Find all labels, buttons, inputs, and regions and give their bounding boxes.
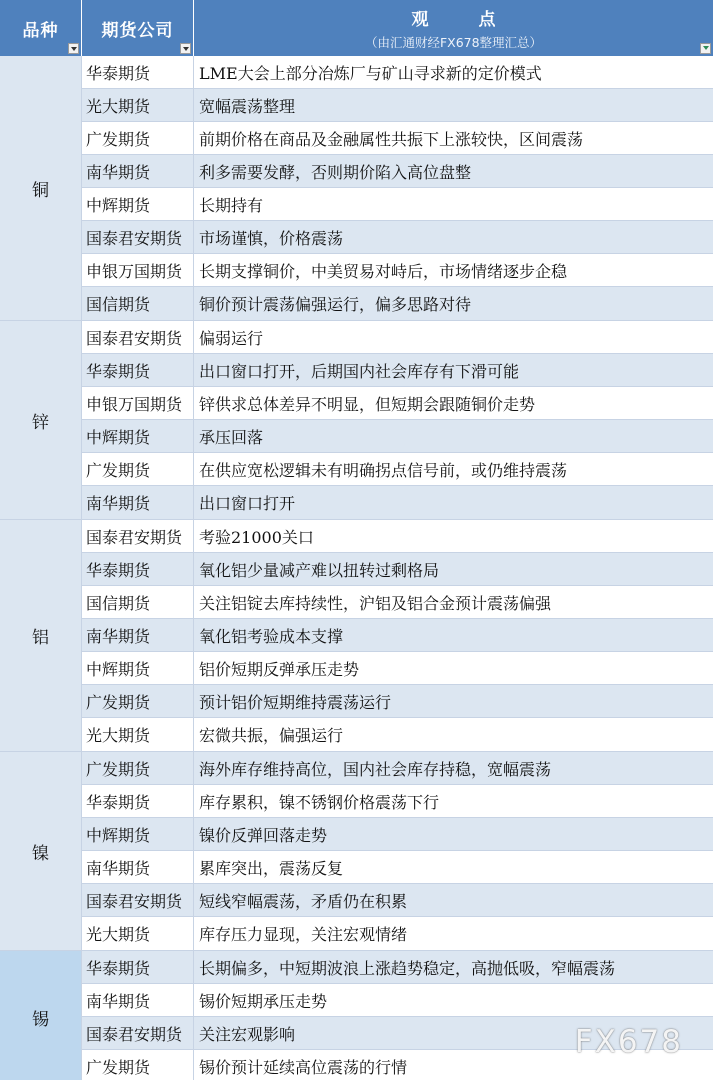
views-table — [0, 56, 713, 1080]
company-cell[interactable]: 中辉期货 — [82, 818, 194, 850]
company-cell[interactable]: 南华期货 — [82, 984, 194, 1016]
view-cell[interactable]: 预计铝价短期维持震荡运行 — [199, 692, 392, 712]
table-row — [82, 155, 713, 188]
company-cell[interactable]: 广发期货 — [82, 1050, 194, 1080]
filter-dropdown-icon[interactable] — [68, 43, 79, 54]
company-cell[interactable]: 华泰期货 — [82, 56, 194, 88]
table-row — [82, 188, 713, 221]
company-cell[interactable]: 华泰期货 — [82, 951, 194, 983]
table-row — [82, 553, 713, 586]
company-cell[interactable]: 国泰君安期货 — [82, 520, 194, 552]
company-cell[interactable]: 申银万国期货 — [82, 387, 194, 419]
watermark: FX678 — [574, 1024, 683, 1060]
table-row — [82, 56, 713, 89]
company-cell[interactable]: 国泰君安期货 — [82, 321, 194, 353]
view-cell[interactable]: 库存压力显现，关注宏观情绪 — [199, 925, 408, 944]
company-cell[interactable]: 申银万国期货 — [82, 254, 194, 286]
view-cell[interactable]: 镍价反弹回落走势 — [199, 825, 328, 845]
view-cell[interactable]: 长期偏多，中短期波浪上涨趋势稳定，高抛低吸，窄幅震荡 — [199, 958, 616, 978]
table-row — [82, 917, 713, 950]
view-cell[interactable]: 宏微共振，偏强运行 — [199, 726, 344, 745]
company-cell[interactable]: 南华期货 — [82, 486, 194, 519]
company-cell[interactable]: 广发期货 — [82, 685, 194, 717]
view-cell[interactable]: 氧化铝考验成本支撑 — [199, 626, 344, 646]
company-cell[interactable]: 南华期货 — [82, 619, 194, 651]
header-view[interactable] — [194, 0, 713, 56]
view-cell[interactable]: 偏弱运行 — [199, 328, 264, 348]
company-cell[interactable]: 国泰君安期货 — [82, 884, 194, 916]
table-row — [82, 420, 713, 453]
table-row — [82, 321, 713, 354]
filter-dropdown-icon[interactable] — [180, 43, 191, 54]
table-row — [82, 884, 713, 917]
variety-cell[interactable]: 铜 — [0, 56, 82, 320]
variety-rows — [82, 520, 713, 751]
table-row — [82, 984, 713, 1017]
company-cell[interactable]: 光大期货 — [82, 718, 194, 751]
company-cell[interactable]: 国泰君安期货 — [82, 221, 194, 253]
view-cell[interactable]: 市场谨慎，价格震荡 — [199, 228, 344, 248]
view-cell[interactable]: 锡价短期承压走势 — [199, 991, 328, 1011]
variety-rows — [82, 951, 713, 1080]
header-view-label: 观 点 — [411, 10, 518, 30]
view-cell[interactable]: 出口窗口打开，后期国内社会库存有下滑可能 — [199, 361, 520, 381]
variety-rows — [82, 321, 713, 519]
table-row — [82, 122, 713, 155]
variety-group — [0, 321, 713, 520]
header-view-sublabel: （由汇通财经FX678整理汇总） — [364, 35, 543, 50]
company-cell[interactable]: 南华期货 — [82, 851, 194, 883]
company-cell[interactable]: 光大期货 — [82, 917, 194, 950]
variety-cell[interactable]: 锡 — [0, 951, 82, 1080]
table-row — [82, 818, 713, 851]
variety-cell[interactable]: 锌 — [0, 321, 82, 519]
company-cell[interactable]: 国泰君安期货 — [82, 1017, 194, 1049]
company-cell[interactable]: 广发期货 — [82, 122, 194, 154]
table-row — [82, 486, 713, 519]
table-row — [82, 685, 713, 718]
company-cell[interactable]: 广发期货 — [82, 453, 194, 485]
view-cell[interactable]: 前期价格在商品及金融属性共振下上涨较快，区间震荡 — [199, 129, 584, 149]
variety-rows — [82, 56, 713, 320]
table-row — [82, 520, 713, 553]
table-row — [82, 652, 713, 685]
view-cell[interactable]: 氧化铝少量减产难以扭转过剩格局 — [199, 560, 440, 580]
company-cell[interactable]: 光大期货 — [82, 89, 194, 121]
view-cell[interactable]: 长期支撑铜价，中美贸易对峙后，市场情绪逐步企稳 — [199, 261, 568, 281]
table-row — [82, 221, 713, 254]
variety-cell[interactable]: 镍 — [0, 752, 82, 950]
company-cell[interactable]: 华泰期货 — [82, 354, 194, 386]
view-cell[interactable]: 铜价预计震荡偏强运行，偏多思路对待 — [199, 295, 472, 314]
header-company[interactable] — [82, 0, 194, 56]
table-row — [82, 387, 713, 420]
view-cell[interactable]: 累库突出，震荡反复 — [199, 858, 344, 878]
variety-group — [0, 520, 713, 752]
variety-group — [0, 752, 713, 951]
variety-group — [0, 951, 713, 1080]
filter-active-icon[interactable] — [700, 43, 711, 54]
table-row — [82, 354, 713, 387]
view-cell[interactable]: 关注宏观影响 — [199, 1024, 296, 1044]
table-row — [82, 752, 713, 785]
header-variety[interactable] — [0, 0, 82, 56]
table-row — [82, 89, 713, 122]
header-variety-label: 品种 — [22, 20, 59, 41]
table-row — [82, 951, 713, 984]
company-cell[interactable]: 华泰期货 — [82, 785, 194, 817]
variety-rows — [82, 752, 713, 950]
view-cell[interactable]: 海外库存维持高位，国内社会库存持稳，宽幅震荡 — [199, 759, 552, 779]
view-cell[interactable]: 考验21000关口 — [199, 527, 314, 547]
company-cell[interactable]: 国信期货 — [82, 586, 194, 618]
company-cell[interactable]: 中辉期货 — [82, 652, 194, 684]
view-cell[interactable]: 锌供求总体差异不明显，但短期会跟随铜价走势 — [199, 394, 536, 414]
view-cell[interactable]: 短线窄幅震荡，矛盾仍在积累 — [199, 891, 408, 911]
view-cell[interactable]: 锡价预计延续高位震荡的行情 — [199, 1058, 408, 1077]
company-cell[interactable]: 中辉期货 — [82, 420, 194, 452]
table-row — [82, 586, 713, 619]
view-cell[interactable]: 库存累积，镍不锈钢价格震荡下行 — [199, 792, 440, 812]
variety-cell[interactable]: 铝 — [0, 520, 82, 751]
table-row — [82, 785, 713, 818]
view-cell[interactable]: 长期持有 — [199, 195, 264, 215]
view-cell[interactable]: 关注铝锭去库持续性，沪铝及铝合金预计震荡偏强 — [199, 593, 552, 613]
view-cell[interactable]: 利多需要发酵，否则期价陷入高位盘整 — [199, 162, 472, 182]
table-header — [0, 0, 713, 56]
table-row — [82, 851, 713, 884]
view-cell[interactable]: LME大会上部分冶炼厂与矿山寻求新的定价模式 — [199, 63, 542, 83]
company-cell[interactable]: 南华期货 — [82, 155, 194, 187]
table-row — [82, 453, 713, 486]
company-cell[interactable]: 国信期货 — [82, 287, 194, 320]
variety-group — [0, 56, 713, 321]
view-cell[interactable]: 承压回落 — [199, 427, 264, 447]
table-row — [82, 619, 713, 652]
table-row — [82, 287, 713, 320]
view-cell[interactable]: 出口窗口打开 — [199, 494, 296, 513]
view-cell[interactable]: 在供应宽松逻辑未有明确拐点信号前，或仍维持震荡 — [199, 460, 568, 480]
company-cell[interactable]: 广发期货 — [82, 752, 194, 784]
company-cell[interactable]: 华泰期货 — [82, 553, 194, 585]
view-cell[interactable]: 铝价短期反弹承压走势 — [199, 659, 360, 679]
company-cell[interactable]: 中辉期货 — [82, 188, 194, 220]
table-row — [82, 254, 713, 287]
header-company-label: 期货公司 — [101, 20, 174, 41]
table-row — [82, 718, 713, 751]
view-cell[interactable]: 宽幅震荡整理 — [199, 96, 296, 116]
